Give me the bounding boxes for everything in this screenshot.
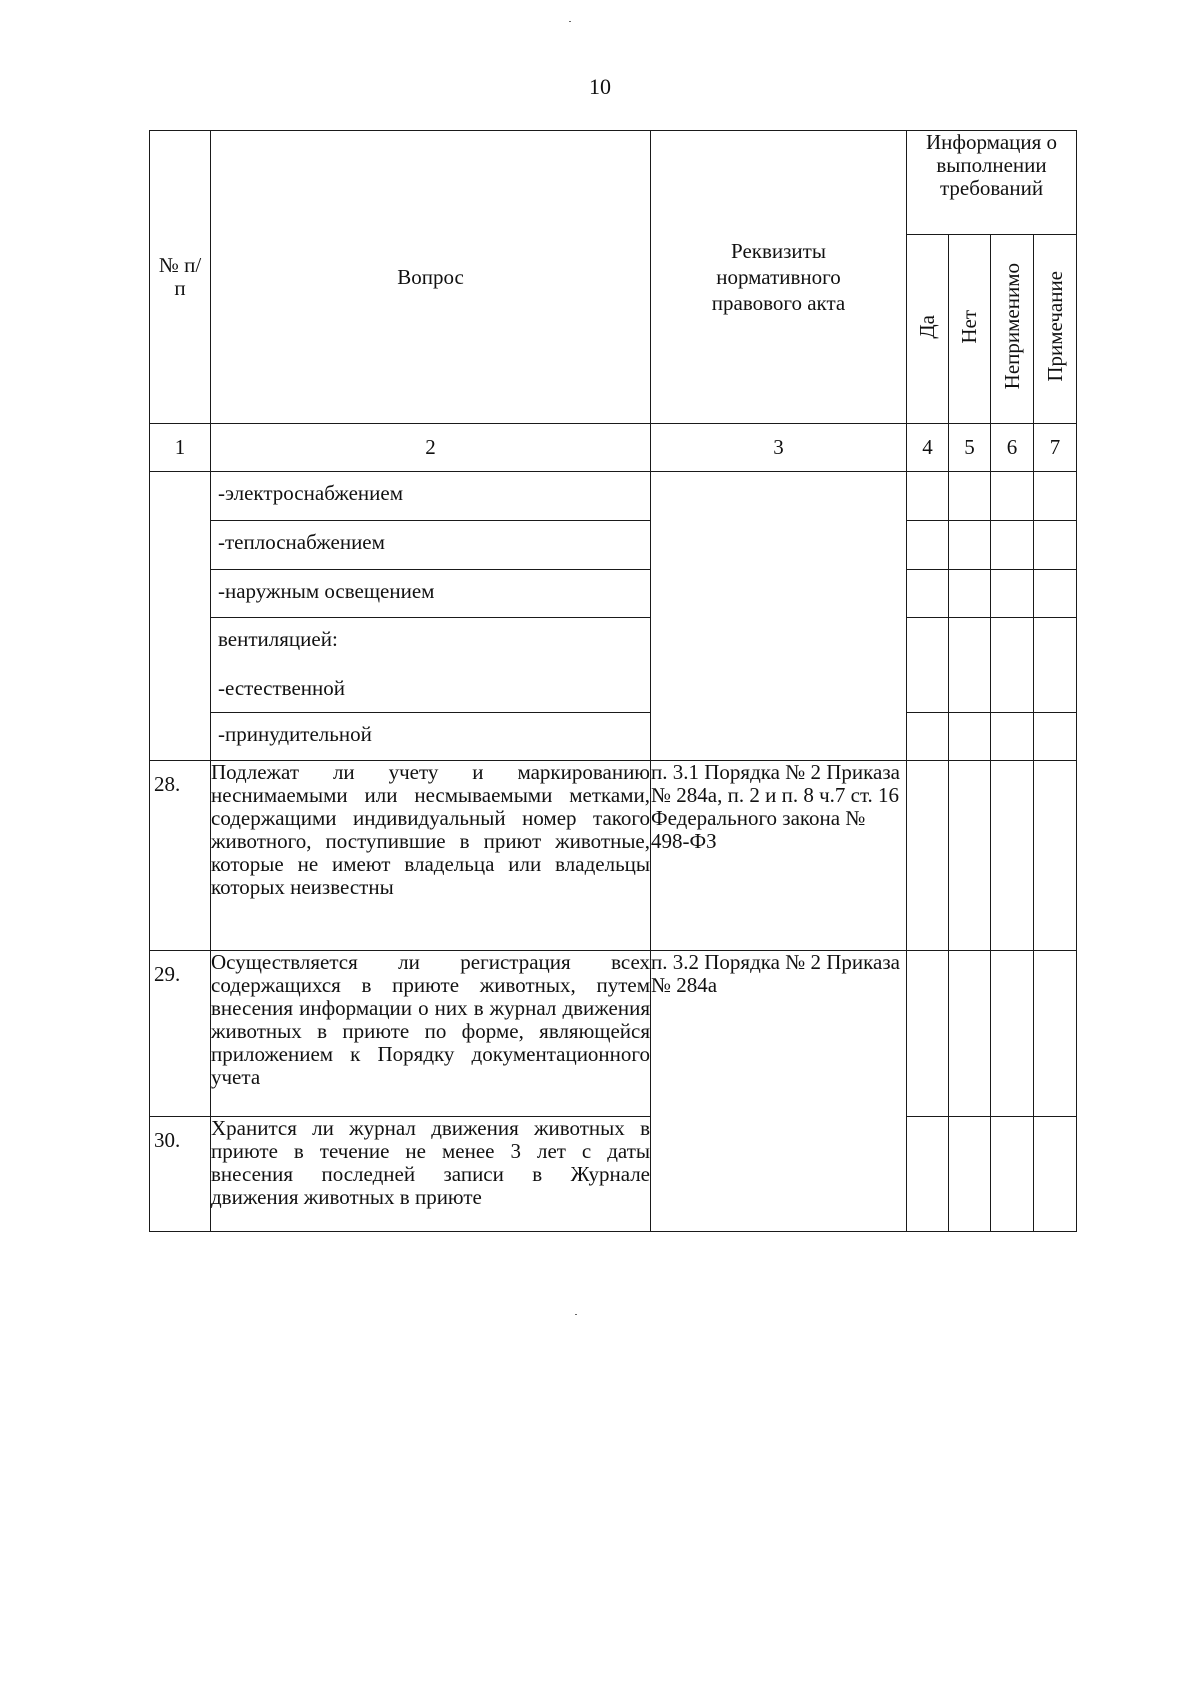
table-row (150, 713, 1077, 761)
note-cell[interactable] (1034, 618, 1077, 713)
answer-not-applicable-cell[interactable] (991, 618, 1034, 713)
requisites-text: п. 3.1 Порядка № 2 Приказа № 284а, п. 2 и п. 8 ч.7 ст. 16 Федерального закона № 498-ФЗ (651, 761, 907, 951)
question-text: Хранится ли журнал движения животных в приюте в течение не менее 3 лет с даты внесения последней записи в Журнале движения животных в приюте (211, 1117, 651, 1232)
answer-no-cell[interactable] (949, 521, 991, 570)
answer-not-applicable-cell[interactable] (991, 521, 1034, 570)
note-cell[interactable] (1034, 951, 1077, 1117)
header-row (150, 131, 1077, 235)
col-header-note (1034, 235, 1077, 424)
table-row (150, 618, 1077, 713)
answer-no-cell[interactable] (949, 761, 991, 951)
answer-no-cell[interactable] (949, 570, 991, 618)
column-number: 4 (907, 424, 949, 472)
col-header-not-applicable (991, 235, 1034, 424)
col-header-requisites: Реквизиты нормативного правового акта (651, 131, 907, 424)
answer-yes-cell[interactable] (907, 1117, 949, 1232)
answer-no-cell[interactable] (949, 951, 991, 1117)
question-text: Осуществляется ли регистрация всех содержащихся в приюте животных, путем внесения информации о них в журнал движения животных в приюте по форме, являющейся приложением к Порядку документационного учета (211, 951, 651, 1117)
answer-not-applicable-cell[interactable] (991, 951, 1034, 1117)
natural-ventilation-label: -естественной (218, 676, 346, 700)
table-row (150, 521, 1077, 570)
answer-yes-cell[interactable] (907, 761, 949, 951)
checklist-table (149, 130, 1077, 1232)
table-row (150, 951, 1077, 1117)
row-number: 29. (150, 951, 211, 1117)
row-number-empty (150, 472, 211, 761)
yes-label: Да (915, 314, 939, 339)
no-label: Нет (957, 309, 981, 344)
answer-not-applicable-cell[interactable] (991, 570, 1034, 618)
answer-yes-cell[interactable] (907, 713, 949, 761)
sub-item: -принудительной (211, 713, 651, 761)
sub-item: -теплоснабжением (211, 521, 651, 570)
sub-item-ventilation (211, 618, 651, 713)
note-cell[interactable] (1034, 472, 1077, 521)
note-cell[interactable] (1034, 521, 1077, 570)
note-cell[interactable] (1034, 570, 1077, 618)
answer-no-cell[interactable] (949, 713, 991, 761)
requisites-empty (651, 472, 907, 761)
row-number: 28. (150, 761, 211, 951)
answer-yes-cell[interactable] (907, 951, 949, 1117)
column-number: 2 (211, 424, 651, 472)
answer-no-cell[interactable] (949, 472, 991, 521)
sub-item: -наружным освещением (211, 570, 651, 618)
row-number: 30. (150, 1117, 211, 1232)
col-header-question: Вопрос (211, 131, 651, 424)
answer-not-applicable-cell[interactable] (991, 713, 1034, 761)
answer-yes-cell[interactable] (907, 618, 949, 713)
answer-yes-cell[interactable] (907, 472, 949, 521)
table-row (150, 1117, 1077, 1232)
table-row (150, 570, 1077, 618)
page-number: 10 (589, 74, 611, 99)
column-number: 7 (1034, 424, 1077, 472)
col-header-info: Информация о выполнении требований (907, 131, 1077, 235)
answer-not-applicable-cell[interactable] (991, 1117, 1034, 1232)
scan-speck (569, 21, 571, 22)
note-cell[interactable] (1034, 761, 1077, 951)
answer-no-cell[interactable] (949, 618, 991, 713)
column-number: 3 (651, 424, 907, 472)
column-numbers-row (150, 424, 1077, 472)
requisites-text: п. 3.2 Порядка № 2 Приказа № 284а (651, 951, 907, 1232)
note-cell[interactable] (1034, 713, 1077, 761)
answer-no-cell[interactable] (949, 1117, 991, 1232)
answer-not-applicable-cell[interactable] (991, 472, 1034, 521)
col-header-no-answer (949, 235, 991, 424)
column-number: 6 (991, 424, 1034, 472)
answer-not-applicable-cell[interactable] (991, 761, 1034, 951)
question-text: Подлежат ли учету и маркированию неснимаемыми или несмываемыми метками, содержащими индивидуальный номер такого животного, поступившие в приют животные, которые не имеют владельца или владельцы которых неизвестны (211, 761, 651, 951)
table-row (150, 761, 1077, 951)
answer-yes-cell[interactable] (907, 570, 949, 618)
column-number: 1 (150, 424, 211, 472)
ventilation-label: вентиляцией: (218, 627, 338, 651)
not-applicable-label: Неприменимо (999, 263, 1024, 390)
scan-speck (575, 1314, 577, 1315)
note-label: Примечание (1042, 271, 1067, 382)
sub-item: -электроснабжением (211, 472, 651, 521)
table-row (150, 472, 1077, 521)
column-number: 5 (949, 424, 991, 472)
answer-yes-cell[interactable] (907, 521, 949, 570)
note-cell[interactable] (1034, 1117, 1077, 1232)
col-header-no: № п/п (150, 131, 211, 424)
col-header-yes (907, 235, 949, 424)
